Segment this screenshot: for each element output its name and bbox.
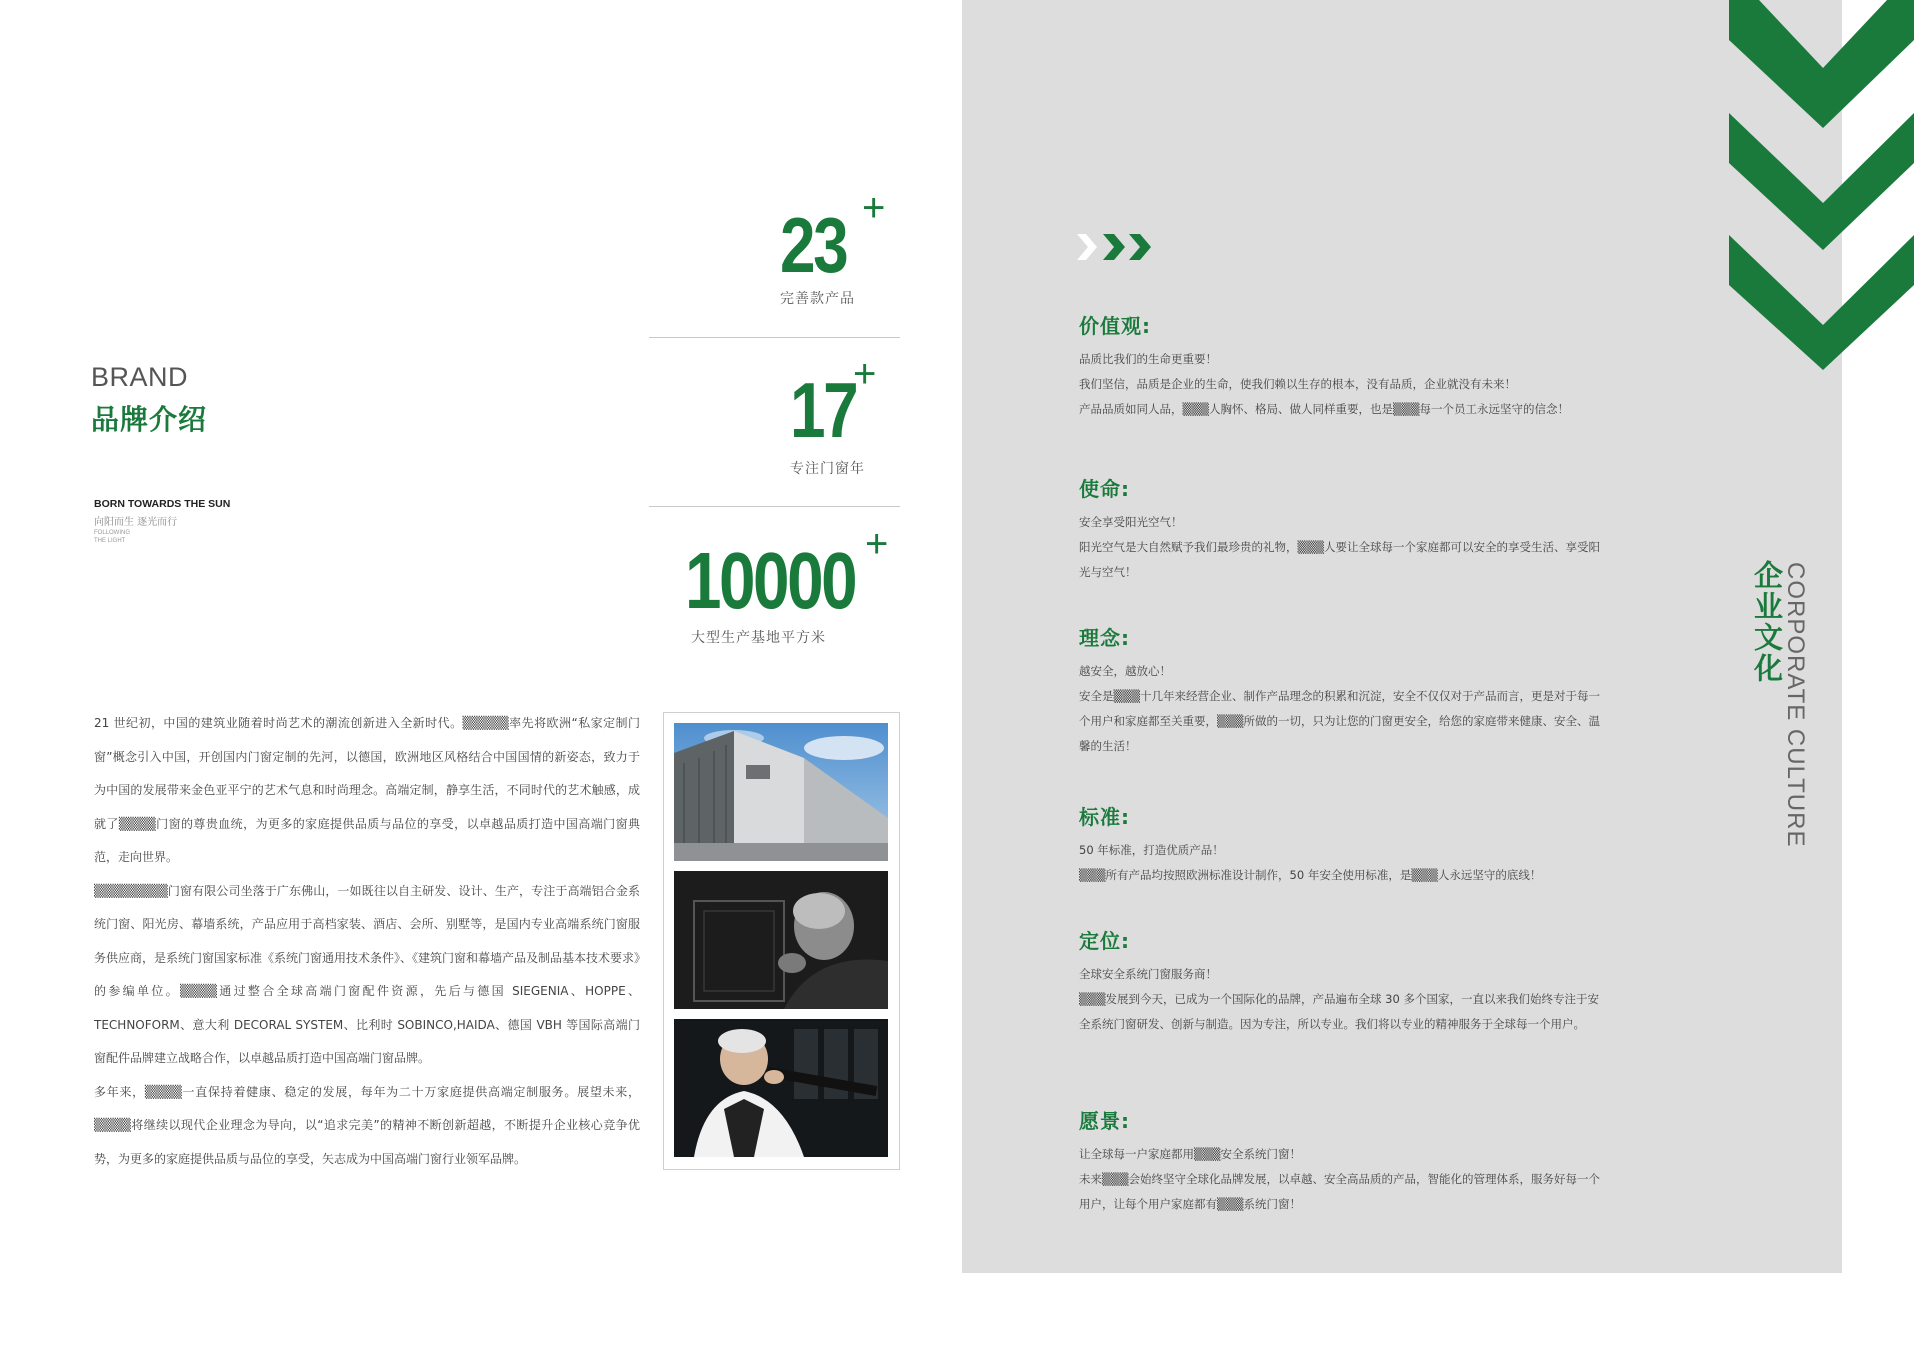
section-title: 使命: <box>1079 477 1130 501</box>
intro-paragraph: ▒▒▒▒▒▒▒▒门窗有限公司坐落于广东佛山，一如既往以自主研发、设计、生产，专注于高端铝合金系统门窗、阳光房、幕墙系统，产品应用于高档家装、酒店、会所、别墅等，是国内专业高端系统门窗服务供应商，是系统门窗国家标准《系统门窗通用技术条件》、《建筑门窗和幕墙产品及制品基本技术要求》的参编单位。▒▒▒▒通过整合全球高端门窗配件资源，先后与德国 SIEGENIA、HOPPE、TECHNOFORM、意大利 DECORAL SYSTEM、比利时 SOBINCO,HAIDA、德国 VBH 等国际高端门窗配件品牌建立战略合作，以卓越品质打造中国高端门窗品牌。 <box>94 883 641 1065</box>
section-line: 安全享受阳光空气！ <box>1079 515 1183 529</box>
section-line: ▒▒▒发展到今天，已成为一个国际化的品牌，产品遍布全球 30 多个国家，一直以来我们始终专注于安全系统门窗研发、创新与制造。因为专注，所以专业。我们将以专业的精神服务于全球每一个用户。 <box>1079 992 1599 1031</box>
section-line: 产品品质如同人品，▒▒▒人胸怀、格局、做人同样重要，也是▒▒▒每一个员工永远坚守的信念！ <box>1079 402 1570 416</box>
culture-section-standard <box>1079 801 1609 888</box>
stat-plus: + <box>853 352 877 396</box>
section-title: 标准: <box>1079 805 1130 829</box>
tagline-small <box>94 529 130 545</box>
brand-heading-en: BRAND <box>91 362 189 392</box>
stat-value: 17 <box>790 366 857 454</box>
section-line: 越安全，越放心！ <box>1079 664 1171 678</box>
craftsman-photo <box>674 871 888 1009</box>
stat-plus: + <box>862 186 886 230</box>
chevron-decoration-icon <box>1729 0 1914 370</box>
section-line: ▒▒▒所有产品均按照欧洲标准设计制作，50 年安全使用标准，是▒▒▒人永远坚守的底线！ <box>1079 868 1542 882</box>
culture-section-mission <box>1079 473 1609 585</box>
section-line: 未来▒▒▒会始终坚守全球化品牌发展，以卓越、安全高品质的产品，智能化的管理体系，服务好每一个用户，让每个用户家庭都有▒▒▒系统门窗！ <box>1079 1172 1601 1211</box>
stat-divider <box>649 337 900 338</box>
tagline-small-line: FOLLOWING <box>94 530 131 536</box>
building-photo <box>674 723 888 861</box>
section-line: 安全是▒▒▒十几年来经营企业、制作产品理念的积累和沉淀，安全不仅仅对于产品而言，更是对于每一个用户和家庭都至关重要，▒▒▒所做的一切，只为让您的门窗更安全，给您的家庭带来健康、安全、温馨的生活！ <box>1079 689 1601 753</box>
stat-area <box>685 522 905 646</box>
culture-section-philosophy <box>1079 622 1609 759</box>
stat-value: 10000 <box>685 536 856 625</box>
section-line: 我们坚信，品质是企业的生命，使我们赖以生存的根本，没有品质，企业就没有未来！ <box>1079 377 1516 391</box>
section-line: 阳光空气是大自然赋予我们最珍贵的礼物，▒▒▒人要让全球每一个家庭都可以安全的享受生活、享受阳光与空气！ <box>1079 540 1601 579</box>
tagline-en: BORN TOWARDS THE SUN <box>94 498 231 510</box>
stat-label: 大型生产基地平方米 <box>691 630 826 646</box>
culture-title-en: CORPORATE CULTURE <box>1782 562 1809 848</box>
brand-heading-cn: 品牌介绍 <box>91 403 208 436</box>
intro-paragraph: 多年来，▒▒▒▒一直保持着健康、稳定的发展，每年为二十万家庭提供高端定制服务。展望未来，▒▒▒▒将继续以现代企业理念为导向，以“追求完美”的精神不断创新超越，不断提升企业核心竞争优势，为更多的家庭提供品质与品位的享受，矢志成为中国高端门窗行业领军品牌。 <box>94 1084 640 1166</box>
section-body <box>1079 510 1609 585</box>
culture-section-vision <box>1079 1105 1609 1217</box>
section-title: 理念: <box>1079 626 1130 650</box>
stat-label: 完善款产品 <box>780 291 855 307</box>
section-body <box>1079 659 1609 759</box>
section-title: 定位: <box>1079 929 1130 953</box>
section-title: 价值观: <box>1079 314 1151 338</box>
culture-title-cn: 企业文化 <box>1750 560 1784 684</box>
culture-section-values <box>1079 310 1609 422</box>
section-body <box>1079 838 1609 888</box>
stat-years <box>790 352 910 477</box>
section-body <box>1079 347 1609 422</box>
tagline-small-line: THE LIGHT <box>94 538 126 544</box>
arrows-icon <box>1077 232 1152 262</box>
section-title: 愿景: <box>1079 1109 1130 1133</box>
section-line: 50 年标准，打造优质产品！ <box>1079 843 1224 857</box>
section-line: 品质比我们的生命更重要！ <box>1079 352 1217 366</box>
brand-intro-text <box>94 707 640 1176</box>
culture-section-positioning <box>1079 925 1609 1037</box>
section-body <box>1079 1142 1609 1217</box>
stat-products <box>780 186 900 310</box>
inspector-photo <box>674 1019 888 1157</box>
section-line: 全球安全系统门窗服务商！ <box>1079 967 1217 981</box>
stat-plus: + <box>865 522 889 566</box>
stat-value: 23 <box>780 201 847 289</box>
stat-divider <box>649 506 900 507</box>
intro-paragraph: 21 世纪初，中国的建筑业随着时尚艺术的潮流创新进入全新时代。▒▒▒▒▒率先将欧洲“私家定制门窗”概念引入中国，开创国内门窗定制的先河，以德国，欧洲地区风格结合中国国情的新姿态，致力于为中国的发展带来金色亚平宁的艺术气息和时尚理念。高端定制，静享生活，不同时代的艺术触感，成就了▒▒▒▒门窗的尊贵血统，为更多的家庭提供品质与品位的享受，以卓越品质打造中国高端门窗典范，走向世界。 <box>94 716 640 864</box>
tagline-cn: 向阳而生 逐光而行 <box>94 517 178 528</box>
section-line: 让全球每一户家庭都用▒▒▒安全系统门窗！ <box>1079 1147 1302 1161</box>
photo-column <box>663 712 900 1170</box>
section-body <box>1079 962 1609 1037</box>
stat-label: 专注门窗年 <box>790 461 865 477</box>
